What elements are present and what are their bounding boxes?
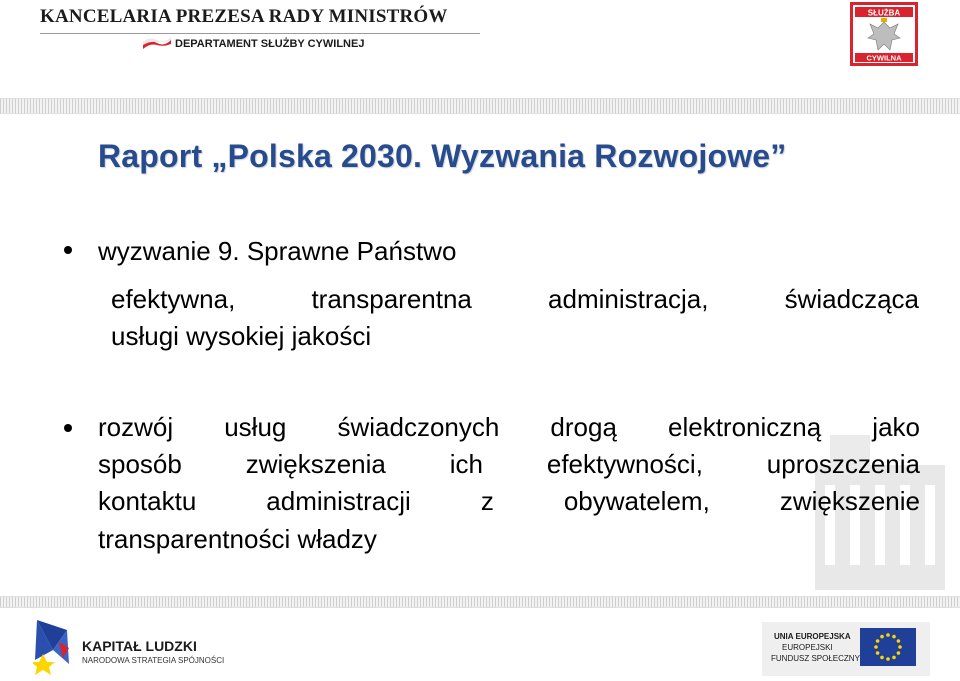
- flag-icon: [142, 36, 172, 50]
- footer-band: [0, 596, 960, 608]
- kapital-ludzki-name: KAPITAŁ LUDZKI: [82, 638, 197, 654]
- bullet-1-heading: wyzwanie 9. Sprawne Państwo: [98, 236, 457, 266]
- header-band: [0, 98, 960, 114]
- bullet-1-line-1: efektywna, transparentna administracja, świadcząca: [111, 284, 919, 314]
- logo-bottom-text: CYWILNA: [866, 53, 902, 63]
- header-divider: [40, 33, 480, 34]
- civil-service-logo-icon: [850, 2, 918, 66]
- bullet-dot: [64, 424, 72, 432]
- eu-flag-icon: [860, 628, 916, 666]
- bullet-2-line-1: rozwój usług świadczonych drogą elektroniczną jako: [98, 412, 920, 442]
- logo-top-text: SŁUŻBA: [867, 8, 901, 18]
- department-name: DEPARTAMENT SŁUŻBY CYWILNEJ: [175, 38, 365, 50]
- kapital-ludzki-logo-icon: [33, 620, 71, 676]
- kapital-ludzki-subtitle: NARODOWA STRATEGIA SPÓJNOŚCI: [82, 656, 225, 665]
- eu-line-3: FUNDUSZ SPOŁECZNY: [771, 654, 860, 663]
- header-title: KANCELARIA PREZESA RADY MINISTRÓW: [40, 6, 448, 27]
- bullet-dot: [64, 246, 72, 254]
- bullet-1-line-2: usługi wysokiej jakości: [111, 321, 372, 351]
- eu-line-1: UNIA EUROPEJSKA: [774, 632, 851, 641]
- bullet-2-line-2: sposób zwiększenia ich efektywności, uproszczenia: [98, 449, 920, 479]
- bullet-2-line-4: transparentności władzy: [98, 524, 377, 554]
- eu-line-2: EUROPEJSKI: [782, 643, 833, 652]
- slide-title: Raport „Polska 2030. Wyzwania Rozwojowe”: [98, 138, 787, 174]
- bullet-2-line-3: kontaktu administracji z obywatelem, zwiększenie: [98, 486, 920, 516]
